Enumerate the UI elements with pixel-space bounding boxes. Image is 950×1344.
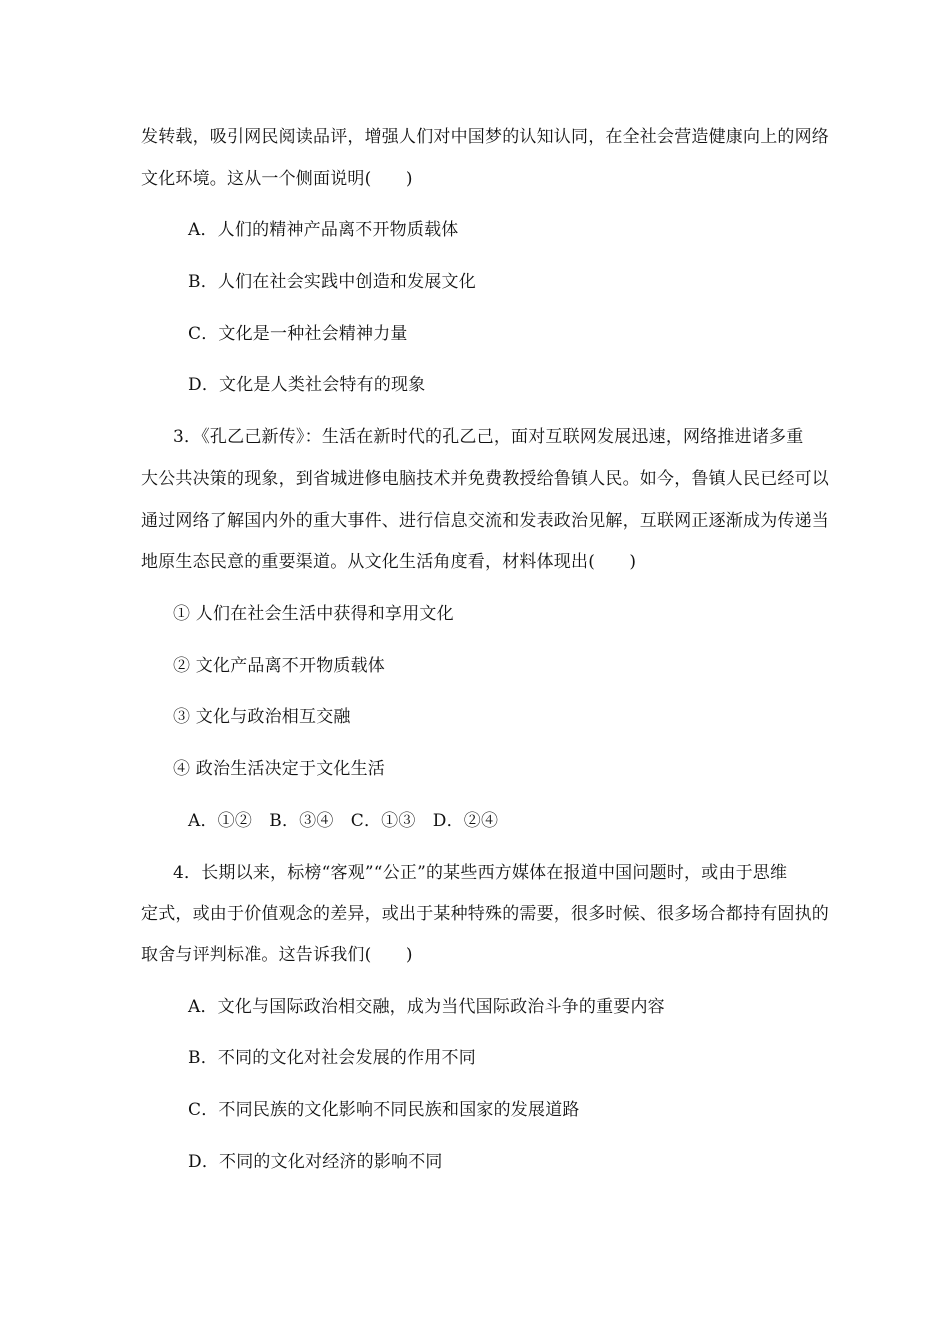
q4-option-a: A．文化与国际政治相交融，成为当代国际政治斗争的重要内容: [188, 997, 665, 1017]
q3-stem-line-3: 通过网络了解国内外的重大事件、进行信息交流和发表政治见解，互联网正逐渐成为传递当: [141, 511, 829, 531]
q3-choices: A．①② B．③④ C．①③ D．②④: [188, 811, 499, 831]
q3-statement-2: ② 文化产品离不开物质载体: [173, 656, 386, 676]
q2-stem-line-2: 文化环境。这从一个侧面说明( ): [141, 169, 413, 189]
q2-option-b: B．人们在社会实践中创造和发展文化: [188, 272, 476, 292]
q3-statement-1: ① 人们在社会生活中获得和享用文化: [173, 604, 454, 624]
q4-option-c: C．不同民族的文化影响不同民族和国家的发展道路: [188, 1100, 580, 1120]
q4-stem-line-3: 取舍与评判标准。这告诉我们( ): [141, 945, 413, 965]
q3-stem-line-1: 3．《孔乙己新传》：生活在新时代的孔乙己，面对互联网发展迅速，网络推进诸多重: [173, 427, 804, 447]
q2-option-d: D．文化是人类社会特有的现象: [188, 375, 426, 395]
q3-statement-4: ④ 政治生活决定于文化生活: [173, 759, 386, 779]
q4-option-d: D．不同的文化对经济的影响不同: [188, 1152, 443, 1172]
q2-stem-line-1: 发转载，吸引网民阅读品评，增强人们对中国梦的认知认同，在全社会营造健康向上的网络: [141, 127, 829, 147]
q3-stem-line-4: 地原生态民意的重要渠道。从文化生活角度看，材料体现出( ): [141, 552, 637, 572]
q4-stem-line-2: 定式，或由于价值观念的差异，或出于某种特殊的需要，很多时候、很多场合都持有固执的: [141, 904, 829, 924]
q3-statement-3: ③ 文化与政治相互交融: [173, 707, 351, 727]
q2-option-c: C．文化是一种社会精神力量: [188, 324, 408, 344]
q2-option-a: A．人们的精神产品离不开物质载体: [188, 220, 459, 240]
q3-stem-line-2: 大公共决策的现象，到省城进修电脑技术并免费教授给鲁镇人民。如今，鲁镇人民已经可以: [141, 469, 829, 489]
q4-option-b: B．不同的文化对社会发展的作用不同: [188, 1048, 476, 1068]
q4-stem-line-1: 4．长期以来，标榜“客观”“公正”的某些西方媒体在报道中国问题时，或由于思维: [173, 863, 788, 883]
